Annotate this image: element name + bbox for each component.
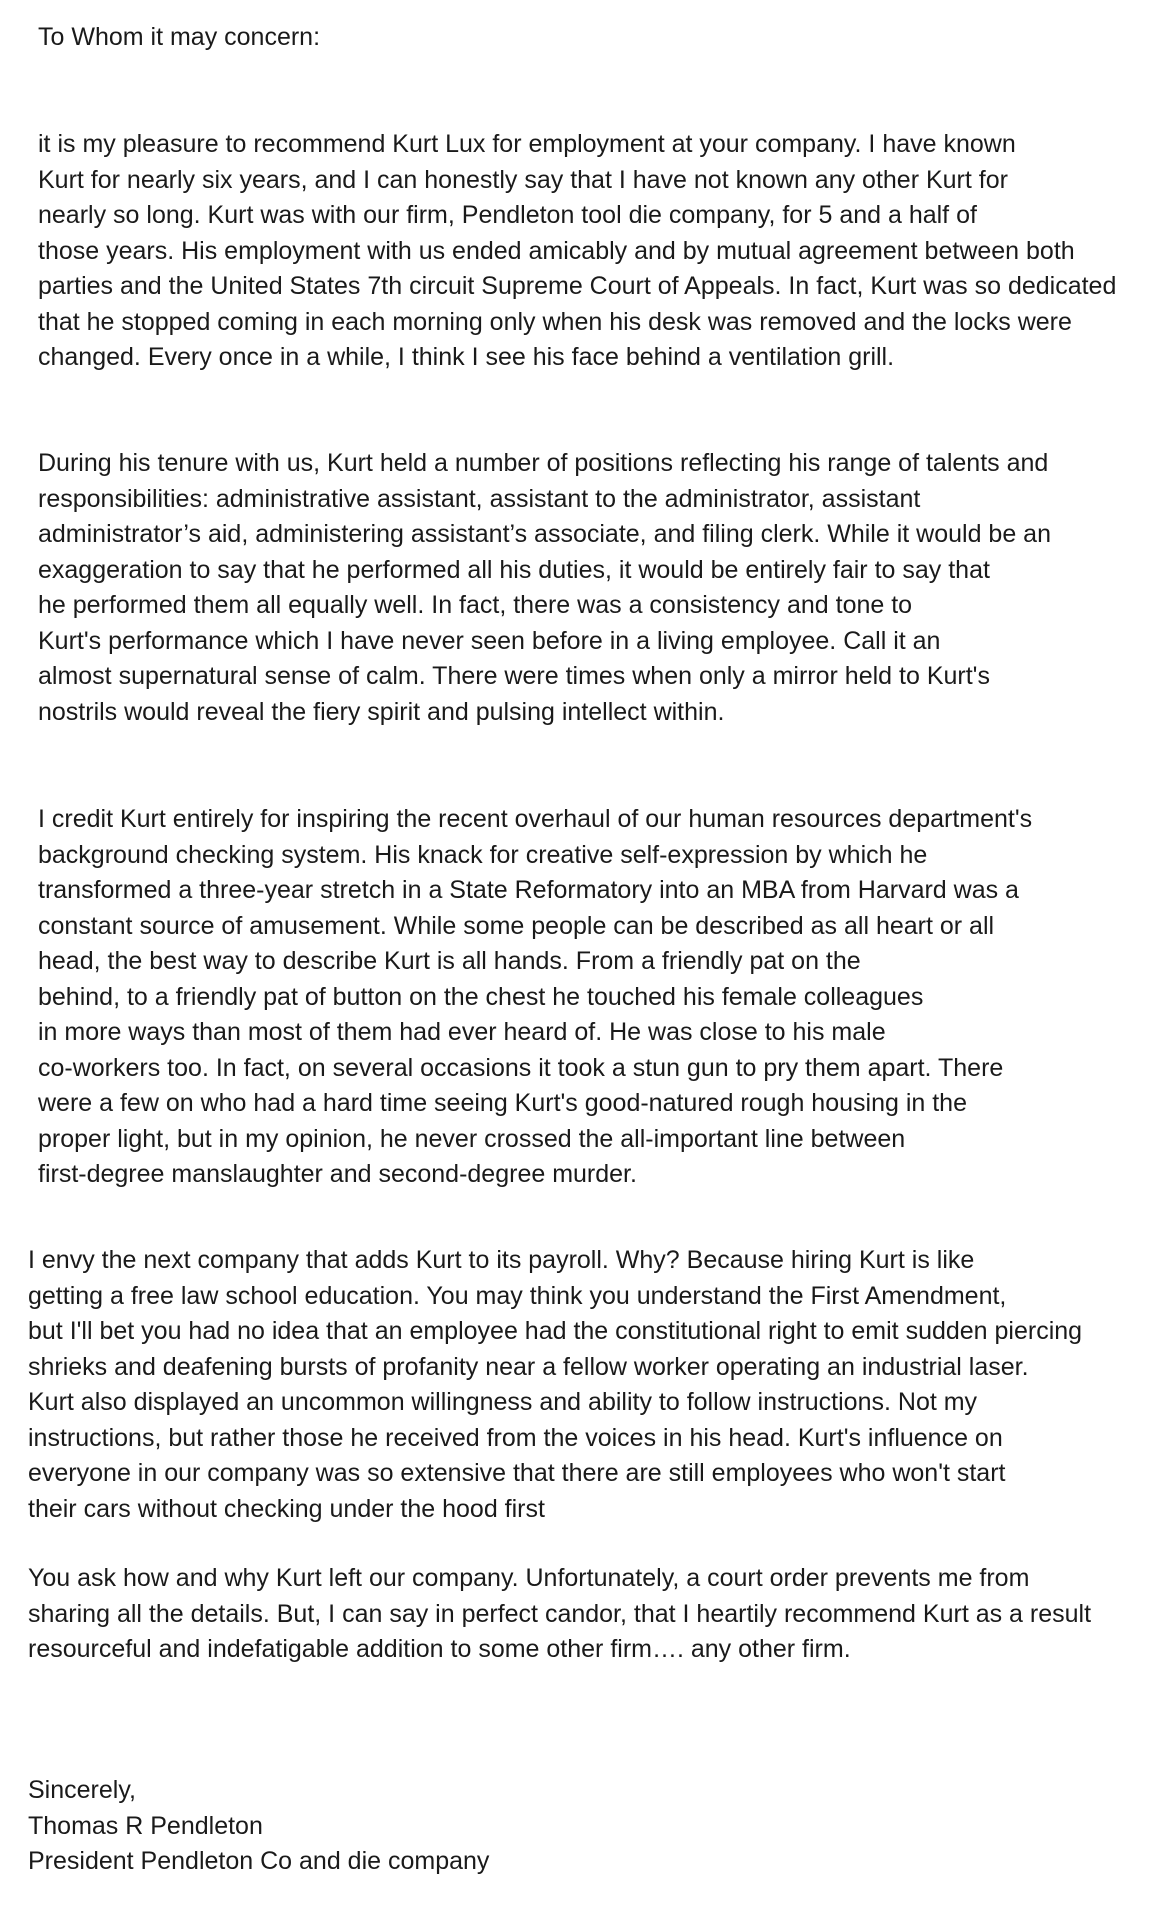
paragraph-line: Kurt also displayed an uncommon willingness and ability to follow instructions. Not my (28, 1388, 978, 1416)
salutation (38, 20, 320, 56)
signer-title: President Pendleton Co and die company (28, 1847, 490, 1875)
paragraph-line: administrator’s aid, administering assistant’s associate, and filing clerk. While it would be an (38, 520, 1051, 548)
paragraph-line: getting a free law school education. You may think you understand the First Amendment, (28, 1281, 1007, 1310)
paragraph-line: sharing all the details. But, I can say in perfect candor, that I heartily recommend Kurt as a result (28, 1599, 1092, 1628)
paragraph-line: but I'll bet you had no idea that an employee had the constitutional right to emit sudden piercing (28, 1317, 1083, 1345)
paragraph-line: those years. His employment with us ended amicably and by mutual agreement between both (38, 236, 1075, 265)
paragraph-line: instructions, but rather those he received from the voices in his head. Kurt's influence on (28, 1423, 1003, 1452)
paragraph-1 (38, 127, 1116, 376)
paragraph-5 (28, 1561, 1091, 1668)
paragraph-line: Kurt for nearly six years, and I can honestly say that I have not known any other Kurt for (38, 165, 1008, 194)
paragraph-line: he performed them all equally well. In fact, there was a consistency and tone to (38, 591, 913, 619)
paragraph-4 (28, 1243, 1082, 1527)
paragraph-line: almost supernatural sense of calm. There were times when only a mirror held to Kurt's (38, 662, 990, 690)
valediction: Sincerely, (28, 1776, 136, 1804)
paragraph-line: Kurt's performance which I have never seen before in a living employee. Call it an (38, 626, 941, 655)
paragraph-line: in more ways than most of them had ever heard of. He was close to his male (38, 1018, 886, 1046)
paragraph-line: proper light, but in my opinion, he never crossed the all-important line between (38, 1124, 906, 1153)
paragraph-line: co-workers too. In fact, on several occasions it took a stun gun to pry them apart. There (38, 1053, 1004, 1082)
salutation-line: To Whom it may concern: (38, 23, 321, 51)
paragraph-line: it is my pleasure to recommend Kurt Lux for employment at your company. I have known (38, 130, 1016, 158)
paragraph-line: I credit Kurt entirely for inspiring the recent overhaul of our human resources department's (38, 805, 1033, 833)
signature-block (28, 1773, 489, 1880)
paragraph-line: During his tenure with us, Kurt held a number of positions reflecting his range of talents and (38, 449, 1049, 477)
signer-name: Thomas R Pendleton (28, 1811, 263, 1840)
paragraph-line: responsibilities: administrative assistant, assistant to the administrator, assistant (38, 484, 921, 513)
paragraph-line: everyone in our company was so extensive that there are still employees who won't start (28, 1459, 1006, 1487)
paragraph-line: changed. Every once in a while, I think I see his face behind a ventilation grill. (38, 343, 895, 371)
paragraph-line: transformed a three-year stretch in a State Reformatory into an MBA from Harvard was a (38, 876, 1019, 904)
paragraph-line: head, the best way to describe Kurt is all hands. From a friendly pat on the (38, 947, 861, 975)
paragraph-line: background checking system. His knack for creative self-expression by which he (38, 840, 928, 869)
paragraph-2 (38, 446, 1051, 730)
paragraph-line: their cars without checking under the hood first (28, 1494, 545, 1523)
paragraph-line: behind, to a friendly pat of button on the chest he touched his female colleagues (38, 982, 924, 1011)
paragraph-line: nearly so long. Kurt was with our firm, Pendleton tool die company, for 5 and a half of (38, 201, 977, 229)
paragraph-line: shrieks and deafening bursts of profanity near a fellow worker operating an industrial laser. (28, 1352, 1029, 1381)
paragraph-line: first-degree manslaughter and second-degree murder. (38, 1160, 637, 1188)
paragraph-line: You ask how and why Kurt left our company. Unfortunately, a court order prevents me from (28, 1564, 1030, 1592)
paragraph-line: constant source of amusement. While some people can be described as all heart or all (38, 911, 995, 940)
paragraph-line: resourceful and indefatigable addition to some other firm…. any other firm. (28, 1635, 851, 1663)
paragraph-line: nostrils would reveal the fiery spirit and pulsing intellect within. (38, 697, 725, 726)
paragraph-3 (38, 802, 1032, 1193)
paragraph-line: exaggeration to say that he performed all his duties, it would be entirely fair to say that (38, 555, 990, 584)
paragraph-line: parties and the United States 7th circuit Supreme Court of Appeals. In fact, Kurt was so dedicated (38, 272, 1117, 300)
paragraph-line: were a few on who had a hard time seeing Kurt's good-natured rough housing in the (38, 1089, 967, 1117)
paragraph-line: I envy the next company that adds Kurt to its payroll. Why? Because hiring Kurt is like (28, 1246, 975, 1274)
paragraph-line: that he stopped coming in each morning only when his desk was removed and the locks were (38, 307, 1072, 336)
